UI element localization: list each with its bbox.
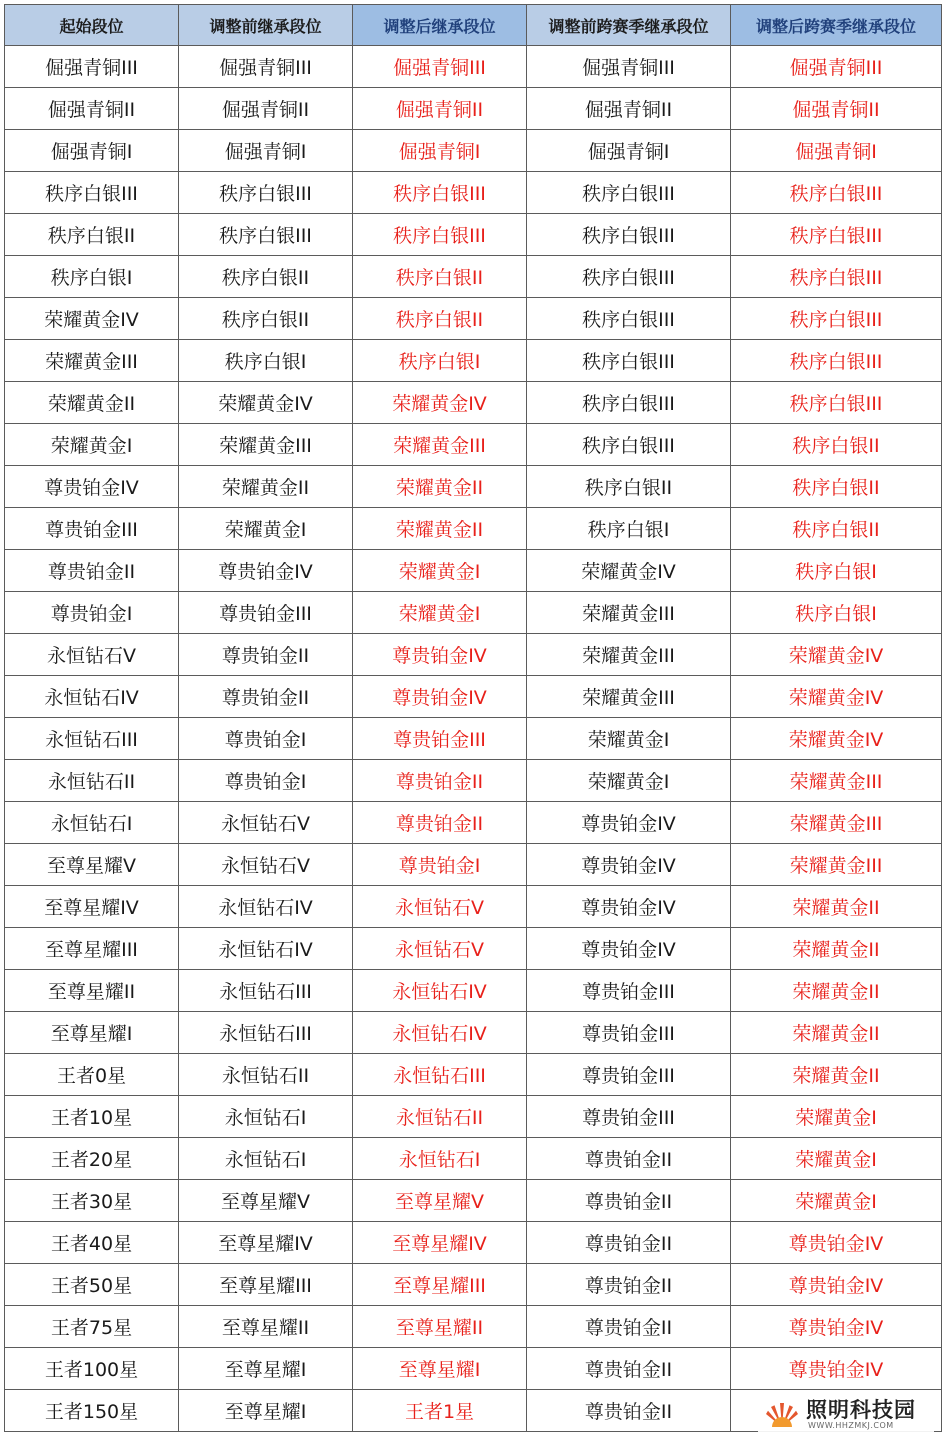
before-cross-season-cell: 倔强青铜II (527, 88, 731, 130)
table-row (5, 550, 942, 592)
start-rank-cell: 永恒钻石IV (5, 676, 179, 718)
before-cross-season-cell: 尊贵铂金IV (527, 928, 731, 970)
header-before-cross-season: 调整前跨赛季继承段位 (527, 5, 731, 46)
before-inherit-cell: 秩序白银II (179, 256, 353, 298)
after-cross-season-cell: 秩序白银III (731, 172, 942, 214)
table-row (5, 844, 942, 886)
table-row (5, 1180, 942, 1222)
after-cross-season-cell: 荣耀黄金I (731, 1138, 942, 1180)
start-rank-cell: 荣耀黄金II (5, 382, 179, 424)
after-cross-season-cell: 秩序白银III (731, 298, 942, 340)
table-row (5, 718, 942, 760)
header-start-rank: 起始段位 (5, 5, 179, 46)
start-rank-cell: 王者40星 (5, 1222, 179, 1264)
start-rank-cell: 至尊星耀III (5, 928, 179, 970)
before-cross-season-cell: 尊贵铂金II (527, 1180, 731, 1222)
after-cross-season-cell: 荣耀黄金III (731, 760, 942, 802)
table-row (5, 760, 942, 802)
table-row (5, 1348, 942, 1390)
watermark-url: WWW.HHZMKJ.COM (808, 1421, 894, 1430)
table-row (5, 1012, 942, 1054)
before-inherit-cell: 倔强青铜I (179, 130, 353, 172)
before-cross-season-cell: 尊贵铂金II (527, 1138, 731, 1180)
table-row (5, 1138, 942, 1180)
before-inherit-cell: 尊贵铂金II (179, 634, 353, 676)
before-inherit-cell: 尊贵铂金IV (179, 550, 353, 592)
start-rank-cell: 王者0星 (5, 1054, 179, 1096)
before-inherit-cell: 倔强青铜III (179, 46, 353, 88)
before-cross-season-cell: 荣耀黄金III (527, 634, 731, 676)
after-cross-season-cell: 秩序白银II (731, 424, 942, 466)
table-row (5, 1222, 942, 1264)
after-cross-season-cell: 尊贵铂金IV (731, 1264, 942, 1306)
before-cross-season-cell: 尊贵铂金II (527, 1222, 731, 1264)
after-cross-season-cell: 秩序白银I (731, 550, 942, 592)
table-row (5, 46, 942, 88)
start-rank-cell: 尊贵铂金III (5, 508, 179, 550)
start-rank-cell: 至尊星耀II (5, 970, 179, 1012)
before-inherit-cell: 永恒钻石V (179, 844, 353, 886)
table-row (5, 928, 942, 970)
after-inherit-cell: 尊贵铂金II (353, 760, 527, 802)
after-inherit-cell: 至尊星耀II (353, 1306, 527, 1348)
table-row (5, 214, 942, 256)
after-cross-season-cell: 荣耀黄金II (731, 886, 942, 928)
before-inherit-cell: 至尊星耀II (179, 1306, 353, 1348)
sunburst-logo-icon (764, 1397, 800, 1433)
after-cross-season-cell: 秩序白银III (731, 256, 942, 298)
start-rank-cell: 尊贵铂金I (5, 592, 179, 634)
start-rank-cell: 倔强青铜I (5, 130, 179, 172)
table-row (5, 424, 942, 466)
before-inherit-cell: 秩序白银I (179, 340, 353, 382)
table-header (5, 5, 942, 46)
after-inherit-cell: 荣耀黄金II (353, 508, 527, 550)
start-rank-cell: 王者30星 (5, 1180, 179, 1222)
watermark-name: 照明科技园 (806, 1398, 916, 1422)
after-inherit-cell: 秩序白银III (353, 214, 527, 256)
before-inherit-cell: 秩序白银III (179, 214, 353, 256)
start-rank-cell: 秩序白银II (5, 214, 179, 256)
rank-inheritance-table (4, 4, 942, 1432)
before-inherit-cell: 尊贵铂金I (179, 760, 353, 802)
after-cross-season-cell: 荣耀黄金III (731, 802, 942, 844)
before-cross-season-cell: 荣耀黄金III (527, 592, 731, 634)
before-inherit-cell: 荣耀黄金III (179, 424, 353, 466)
before-inherit-cell: 秩序白银II (179, 298, 353, 340)
after-inherit-cell: 尊贵铂金III (353, 718, 527, 760)
header-row (5, 5, 942, 46)
before-cross-season-cell: 秩序白银III (527, 256, 731, 298)
table-row (5, 1264, 942, 1306)
before-inherit-cell: 尊贵铂金I (179, 718, 353, 760)
before-cross-season-cell: 倔强青铜III (527, 46, 731, 88)
before-inherit-cell: 荣耀黄金IV (179, 382, 353, 424)
before-inherit-cell: 永恒钻石III (179, 1012, 353, 1054)
before-inherit-cell: 至尊星耀I (179, 1390, 353, 1432)
before-inherit-cell: 永恒钻石IV (179, 886, 353, 928)
after-cross-season-cell: 秩序白银III (731, 214, 942, 256)
after-inherit-cell: 尊贵铂金II (353, 802, 527, 844)
start-rank-cell: 荣耀黄金IV (5, 298, 179, 340)
start-rank-cell: 荣耀黄金I (5, 424, 179, 466)
after-cross-season-cell: 荣耀黄金IV (731, 718, 942, 760)
before-cross-season-cell: 倔强青铜I (527, 130, 731, 172)
before-cross-season-cell: 秩序白银II (527, 466, 731, 508)
before-cross-season-cell: 尊贵铂金IV (527, 844, 731, 886)
before-cross-season-cell: 尊贵铂金III (527, 1054, 731, 1096)
start-rank-cell: 尊贵铂金II (5, 550, 179, 592)
before-inherit-cell: 至尊星耀IV (179, 1222, 353, 1264)
start-rank-cell: 王者150星 (5, 1390, 179, 1432)
after-inherit-cell: 永恒钻石V (353, 886, 527, 928)
before-cross-season-cell: 秩序白银III (527, 424, 731, 466)
start-rank-cell: 秩序白银I (5, 256, 179, 298)
before-inherit-cell: 秩序白银III (179, 172, 353, 214)
before-inherit-cell: 永恒钻石II (179, 1054, 353, 1096)
start-rank-cell: 至尊星耀I (5, 1012, 179, 1054)
after-inherit-cell: 永恒钻石V (353, 928, 527, 970)
table-row (5, 88, 942, 130)
before-cross-season-cell: 尊贵铂金III (527, 1096, 731, 1138)
start-rank-cell: 王者50星 (5, 1264, 179, 1306)
after-cross-season-cell: 秩序白银II (731, 466, 942, 508)
before-cross-season-cell: 尊贵铂金II (527, 1264, 731, 1306)
after-inherit-cell: 永恒钻石IV (353, 1012, 527, 1054)
before-cross-season-cell: 秩序白银III (527, 340, 731, 382)
after-cross-season-cell: 荣耀黄金II (731, 1054, 942, 1096)
after-cross-season-cell: 荣耀黄金III (731, 844, 942, 886)
before-cross-season-cell: 荣耀黄金III (527, 676, 731, 718)
before-cross-season-cell: 秩序白银III (527, 298, 731, 340)
table-row (5, 340, 942, 382)
after-cross-season-cell: 秩序白银III (731, 340, 942, 382)
table-row (5, 634, 942, 676)
before-inherit-cell: 永恒钻石I (179, 1138, 353, 1180)
after-cross-season-cell: 荣耀黄金I (731, 1096, 942, 1138)
before-inherit-cell: 永恒钻石IV (179, 928, 353, 970)
before-inherit-cell: 至尊星耀I (179, 1348, 353, 1390)
start-rank-cell: 永恒钻石I (5, 802, 179, 844)
header-after-inherit: 调整后继承段位 (353, 5, 527, 46)
before-cross-season-cell: 秩序白银III (527, 172, 731, 214)
after-cross-season-cell: 秩序白银I (731, 592, 942, 634)
before-cross-season-cell: 尊贵铂金II (527, 1348, 731, 1390)
after-cross-season-cell: 荣耀黄金I (731, 1180, 942, 1222)
after-inherit-cell: 秩序白银III (353, 172, 527, 214)
before-cross-season-cell: 尊贵铂金II (527, 1306, 731, 1348)
start-rank-cell: 尊贵铂金IV (5, 466, 179, 508)
after-cross-season-cell: 尊贵铂金IV (731, 1348, 942, 1390)
before-cross-season-cell: 荣耀黄金I (527, 760, 731, 802)
after-cross-season-cell: 倔强青铜I (731, 130, 942, 172)
header-before-inherit: 调整前继承段位 (179, 5, 353, 46)
table-row (5, 592, 942, 634)
start-rank-cell: 至尊星耀IV (5, 886, 179, 928)
table-row (5, 172, 942, 214)
before-cross-season-cell: 尊贵铂金IV (527, 802, 731, 844)
before-inherit-cell: 永恒钻石III (179, 970, 353, 1012)
start-rank-cell: 倔强青铜III (5, 46, 179, 88)
after-inherit-cell: 荣耀黄金IV (353, 382, 527, 424)
after-inherit-cell: 荣耀黄金I (353, 550, 527, 592)
table-row (5, 256, 942, 298)
before-cross-season-cell: 秩序白银I (527, 508, 731, 550)
start-rank-cell: 王者100星 (5, 1348, 179, 1390)
before-inherit-cell: 倔强青铜II (179, 88, 353, 130)
before-inherit-cell: 荣耀黄金I (179, 508, 353, 550)
after-inherit-cell: 永恒钻石III (353, 1054, 527, 1096)
after-inherit-cell: 倔强青铜I (353, 130, 527, 172)
before-inherit-cell: 至尊星耀V (179, 1180, 353, 1222)
start-rank-cell: 至尊星耀V (5, 844, 179, 886)
before-inherit-cell: 永恒钻石I (179, 1096, 353, 1138)
before-cross-season-cell: 尊贵铂金III (527, 1012, 731, 1054)
after-cross-season-cell: 倔强青铜II (731, 88, 942, 130)
after-inherit-cell: 荣耀黄金I (353, 592, 527, 634)
start-rank-cell: 荣耀黄金III (5, 340, 179, 382)
after-inherit-cell: 尊贵铂金I (353, 844, 527, 886)
after-cross-season-cell: 荣耀黄金IV (731, 634, 942, 676)
before-inherit-cell: 至尊星耀III (179, 1264, 353, 1306)
after-inherit-cell: 至尊星耀I (353, 1348, 527, 1390)
after-inherit-cell: 至尊星耀V (353, 1180, 527, 1222)
after-inherit-cell: 至尊星耀IV (353, 1222, 527, 1264)
table-row (5, 676, 942, 718)
after-cross-season-cell: 尊贵铂金IV (731, 1306, 942, 1348)
site-watermark (758, 1391, 934, 1437)
before-cross-season-cell: 荣耀黄金I (527, 718, 731, 760)
before-cross-season-cell: 荣耀黄金IV (527, 550, 731, 592)
before-cross-season-cell: 尊贵铂金III (527, 970, 731, 1012)
before-cross-season-cell: 秩序白银III (527, 382, 731, 424)
table-row (5, 298, 942, 340)
after-cross-season-cell: 倔强青铜III (731, 46, 942, 88)
after-inherit-cell: 荣耀黄金II (353, 466, 527, 508)
table-row (5, 1054, 942, 1096)
after-inherit-cell: 倔强青铜II (353, 88, 527, 130)
table-row (5, 508, 942, 550)
header-after-cross-season: 调整后跨赛季继承段位 (731, 5, 942, 46)
table-row (5, 970, 942, 1012)
before-inherit-cell: 永恒钻石V (179, 802, 353, 844)
after-inherit-cell: 王者1星 (353, 1390, 527, 1432)
table-row (5, 130, 942, 172)
start-rank-cell: 永恒钻石V (5, 634, 179, 676)
table-row (5, 466, 942, 508)
after-cross-season-cell: 荣耀黄金IV (731, 676, 942, 718)
after-inherit-cell: 倔强青铜III (353, 46, 527, 88)
start-rank-cell: 王者20星 (5, 1138, 179, 1180)
before-inherit-cell: 尊贵铂金II (179, 676, 353, 718)
after-inherit-cell: 永恒钻石IV (353, 970, 527, 1012)
after-inherit-cell: 秩序白银I (353, 340, 527, 382)
table-row (5, 382, 942, 424)
after-cross-season-cell: 荣耀黄金II (731, 970, 942, 1012)
table-row (5, 1306, 942, 1348)
before-cross-season-cell: 秩序白银III (527, 214, 731, 256)
after-inherit-cell: 永恒钻石II (353, 1096, 527, 1138)
after-inherit-cell: 尊贵铂金IV (353, 676, 527, 718)
after-inherit-cell: 秩序白银II (353, 298, 527, 340)
before-cross-season-cell: 尊贵铂金IV (527, 886, 731, 928)
after-cross-season-cell: 秩序白银II (731, 508, 942, 550)
table-body (5, 46, 942, 1432)
start-rank-cell: 秩序白银III (5, 172, 179, 214)
start-rank-cell: 倔强青铜II (5, 88, 179, 130)
table-row (5, 802, 942, 844)
table-row (5, 1096, 942, 1138)
after-cross-season-cell: 荣耀黄金II (731, 928, 942, 970)
before-inherit-cell: 荣耀黄金II (179, 466, 353, 508)
before-inherit-cell: 尊贵铂金III (179, 592, 353, 634)
start-rank-cell: 王者10星 (5, 1096, 179, 1138)
after-cross-season-cell: 荣耀黄金II (731, 1012, 942, 1054)
after-inherit-cell: 至尊星耀III (353, 1264, 527, 1306)
after-inherit-cell: 荣耀黄金III (353, 424, 527, 466)
start-rank-cell: 王者75星 (5, 1306, 179, 1348)
start-rank-cell: 永恒钻石III (5, 718, 179, 760)
after-inherit-cell: 永恒钻石I (353, 1138, 527, 1180)
after-cross-season-cell: 尊贵铂金IV (731, 1222, 942, 1264)
start-rank-cell: 永恒钻石II (5, 760, 179, 802)
after-cross-season-cell: 秩序白银III (731, 382, 942, 424)
before-cross-season-cell: 尊贵铂金II (527, 1390, 731, 1432)
table-row (5, 886, 942, 928)
after-inherit-cell: 秩序白银II (353, 256, 527, 298)
after-inherit-cell: 尊贵铂金IV (353, 634, 527, 676)
